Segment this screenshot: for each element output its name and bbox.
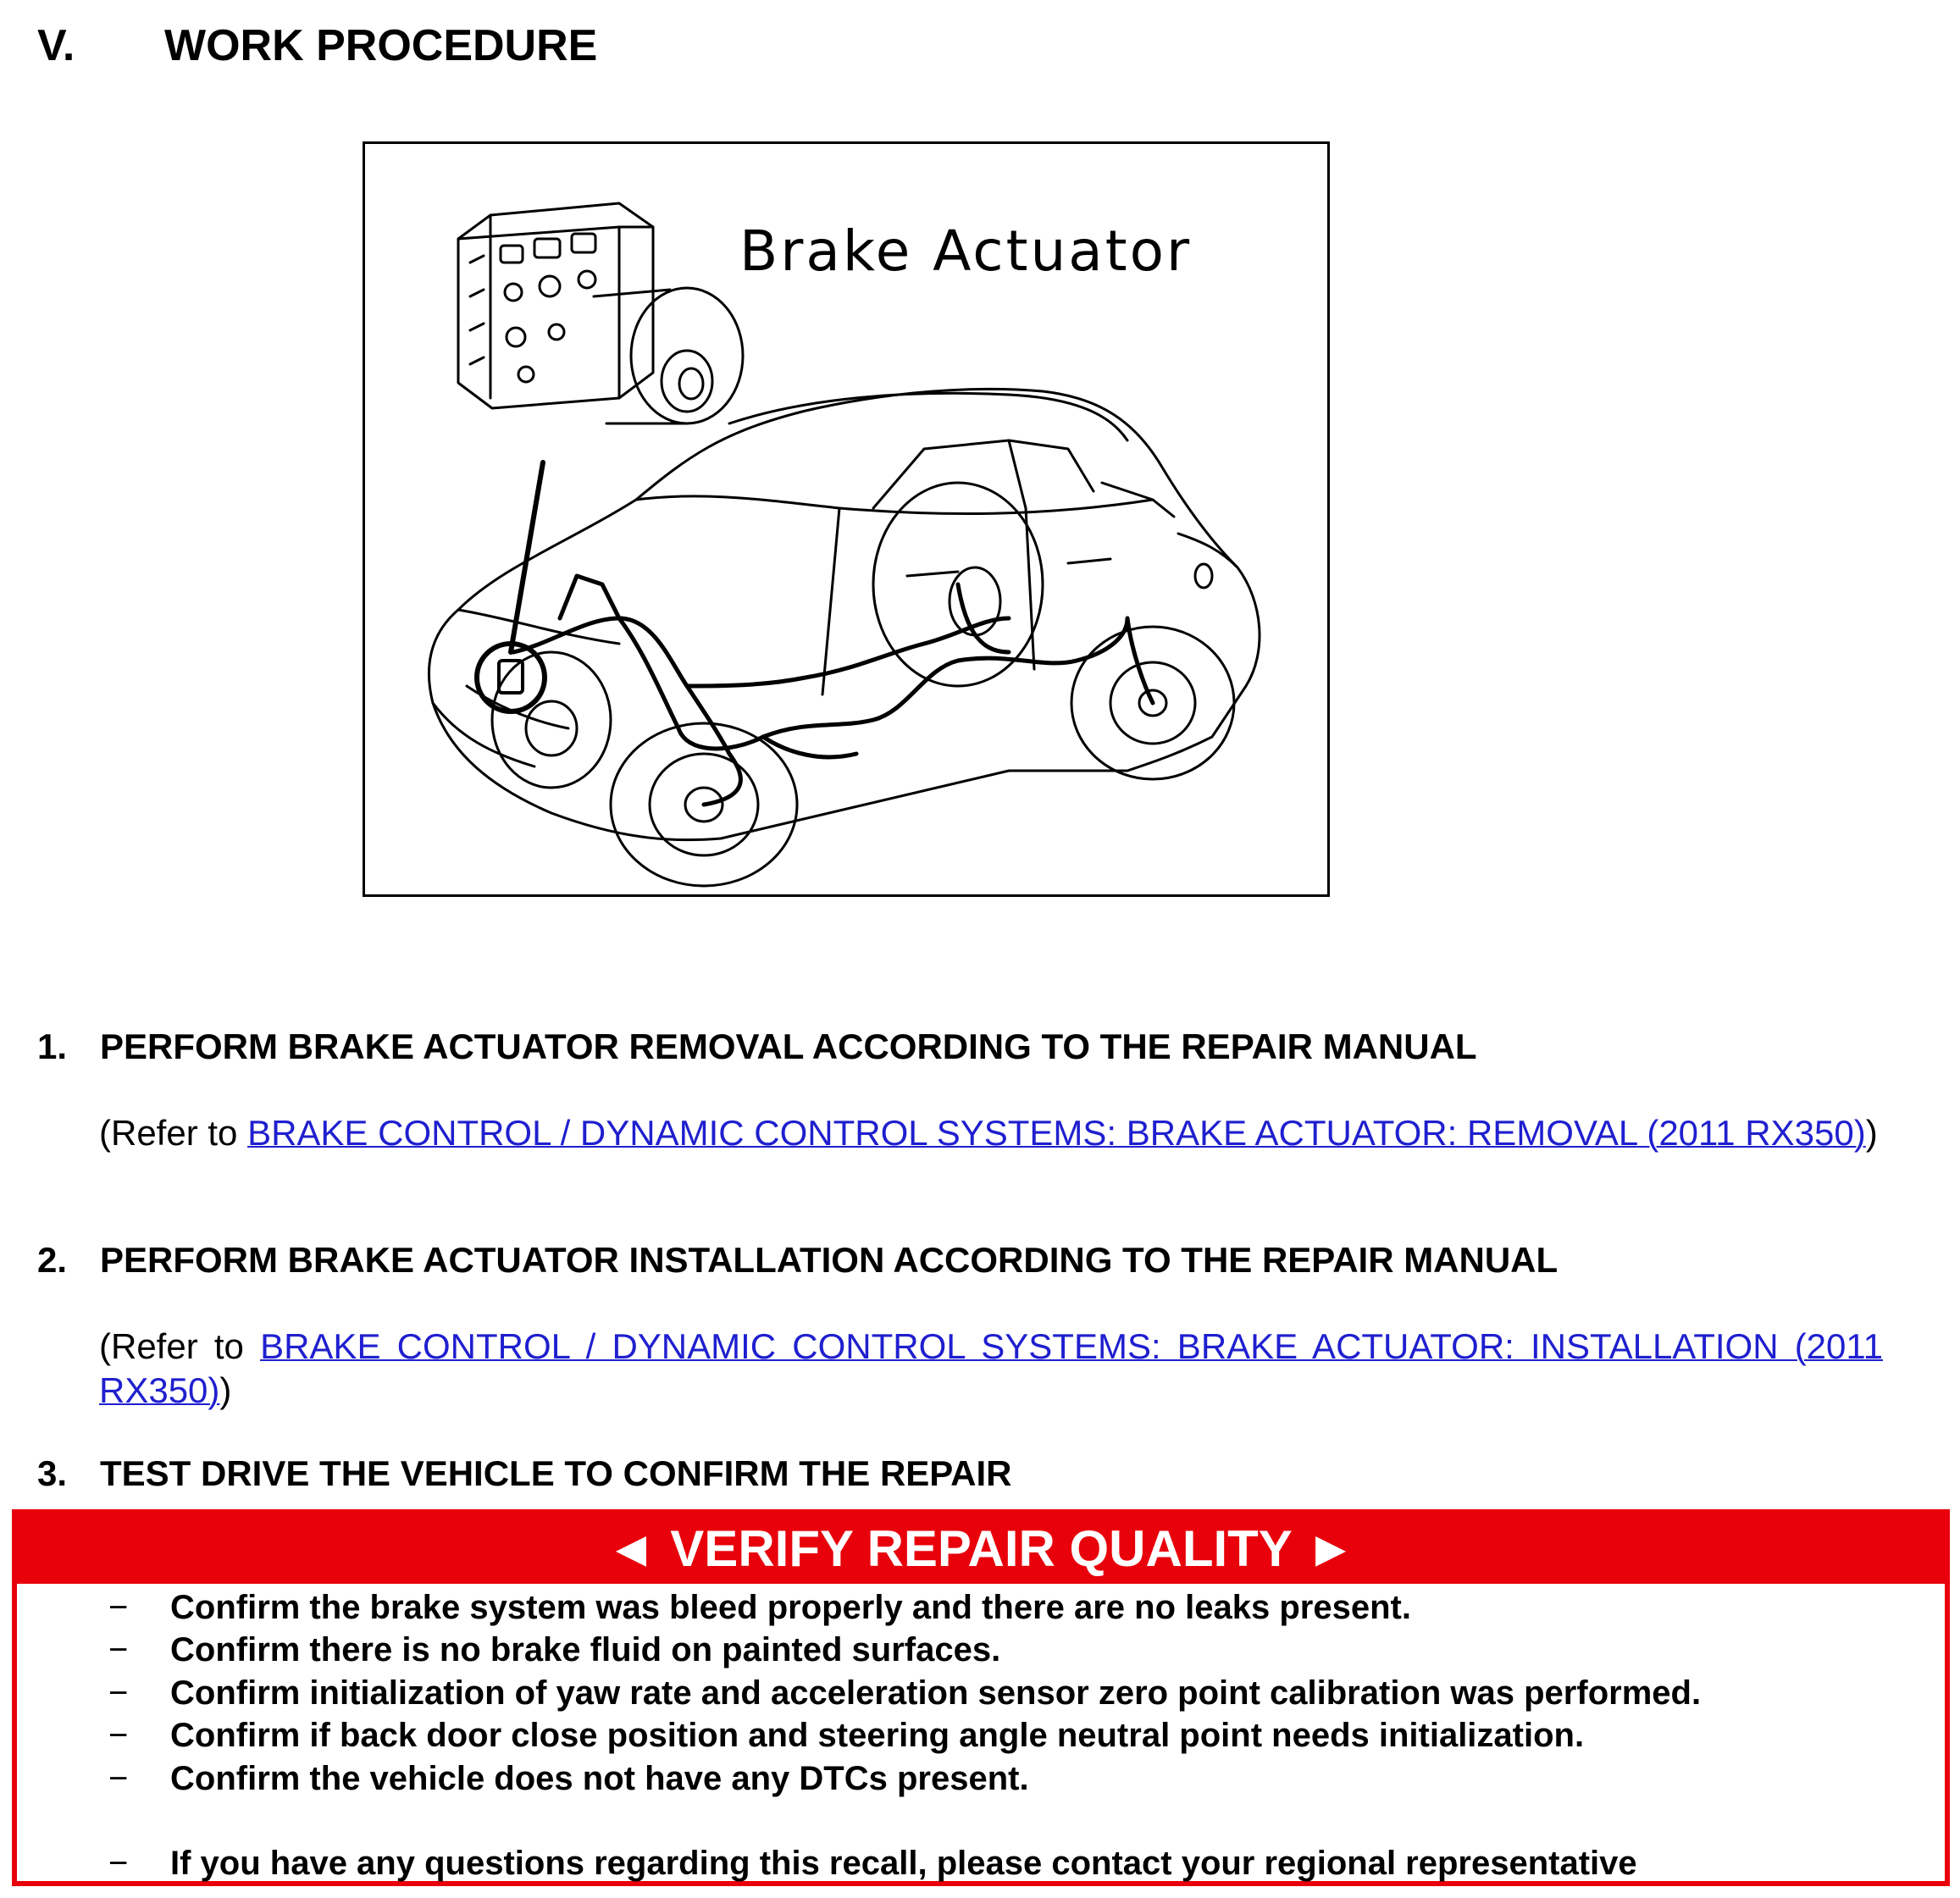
step-2-reference (99, 1325, 1883, 1413)
step-1 (37, 1026, 1884, 1067)
ref-suffix: ) (1865, 1113, 1878, 1153)
dash-bullet: − (108, 1631, 129, 1668)
checklist-item (108, 1760, 1029, 1798)
section-number: V. (37, 21, 75, 70)
section-title: WORK PROCEDURE (164, 21, 598, 70)
step-3 (37, 1453, 1884, 1494)
ref-suffix: ) (219, 1370, 232, 1410)
checklist-item (108, 1589, 1411, 1627)
checklist-text: If you have any questions regarding this recall, please contact your regional representative (170, 1845, 1637, 1882)
dash-bullet: − (108, 1717, 129, 1754)
step-title: PERFORM BRAKE ACTUATOR INSTALLATION ACCORDING TO THE REPAIR MANUAL (100, 1240, 1559, 1280)
step-number: 3. (37, 1453, 68, 1493)
step-number: 2. (37, 1240, 68, 1280)
dash-bullet: − (108, 1760, 129, 1797)
checklist-item (108, 1717, 1584, 1755)
step-1-reference (99, 1111, 1883, 1155)
dash-bullet: − (108, 1589, 129, 1626)
checklist-text: Confirm initialization of yaw rate and acceleration sensor zero point calibration was performed. (170, 1674, 1702, 1712)
step-number: 1. (37, 1026, 68, 1066)
verify-banner: ◄ VERIFY REPAIR QUALITY ► (17, 1514, 1945, 1584)
checklist-item (108, 1631, 1000, 1669)
checklist-text: Confirm the brake system was bleed properly and there are no leaks present. (170, 1589, 1411, 1626)
ref-prefix: (Refer to (99, 1326, 261, 1366)
car-body-drawing (429, 389, 1260, 839)
brake-actuator-figure (363, 141, 1330, 897)
dash-bullet: − (108, 1674, 129, 1712)
step-title: TEST DRIVE THE VEHICLE TO CONFIRM THE REPAIR (100, 1453, 1012, 1493)
step-2 (37, 1240, 1884, 1281)
step-title: PERFORM BRAKE ACTUATOR REMOVAL ACCORDING TO THE REPAIR MANUAL (100, 1026, 1477, 1066)
checklist-text: Confirm if back door close position and steering angle neutral point needs initialization. (170, 1717, 1585, 1754)
removal-manual-link[interactable]: BRAKE CONTROL / DYNAMIC CONTROL SYSTEMS: BRAKE ACTUATOR: REMOVAL (2011 RX350) (247, 1113, 1866, 1153)
checklist-text: Confirm there is no brake fluid on painted surfaces. (170, 1631, 1001, 1668)
checklist-text: Confirm the vehicle does not have any DTCs present. (170, 1760, 1029, 1797)
verify-repair-quality-box (12, 1509, 1950, 1886)
ref-prefix: (Refer to (99, 1113, 248, 1153)
checklist-item (108, 1674, 1701, 1713)
dash-bullet: − (108, 1845, 129, 1882)
section-heading (37, 20, 597, 71)
installation-manual-link[interactable]: BRAKE CONTROL / DYNAMIC CONTROL SYSTEMS: BRAKE ACTUATOR: INSTALLATION (2011 RX350) (99, 1326, 1883, 1410)
figure-label: Brake Actuator (739, 219, 1193, 284)
wheel-drawings (492, 483, 1234, 886)
checklist-item (108, 1845, 1637, 1883)
